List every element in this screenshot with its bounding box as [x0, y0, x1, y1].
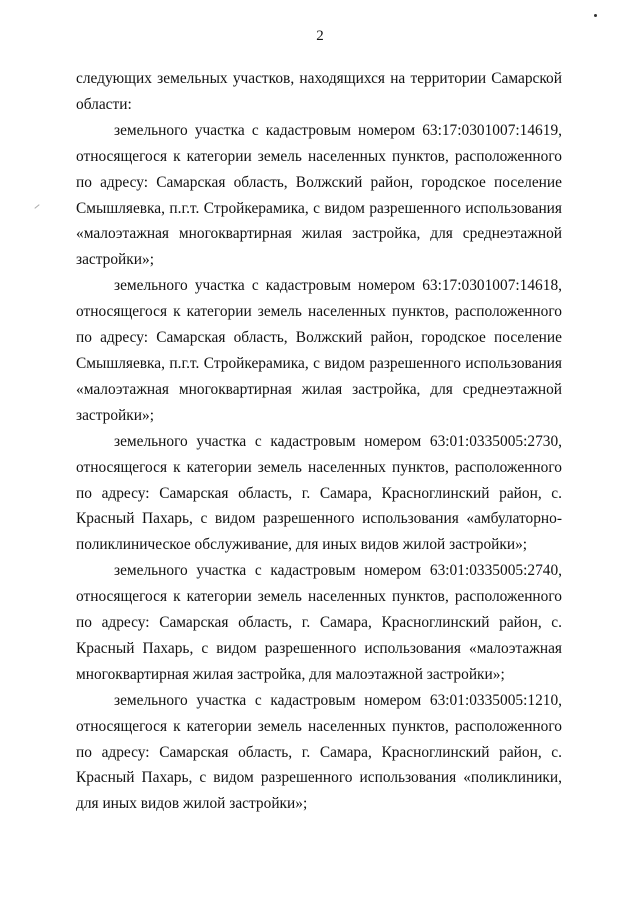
margin-mark [34, 204, 39, 209]
page-number: 2 [316, 28, 324, 44]
document-body [76, 66, 562, 817]
scan-speck [594, 14, 597, 17]
paragraph-plot-14618: земельного участка с кадастровым номером 63:17:0301007:14618, относящегося к категории земель населенных пунктов, расположенного по адресу: Самарская область, Волжский район, городское поселение Смышляевка, п.г.т. Стройкерамика, с видом разрешенного использования «малоэтажная многоквартирная жилая застройка, для среднеэтажной застройки»; [76, 277, 562, 424]
paragraph-plot-2740: земельного участка с кадастровым номером 63:01:0335005:2740, относящегося к категории земель населенных пунктов, расположенного по адресу: Самарская область, г. Самара, Красноглинский район, с. Красный Пахарь, с видом разрешенного использования «малоэтажная многоквартирная жилая застройка, для малоэтажной застройки»; [76, 562, 562, 683]
paragraph-plot-14619: земельного участка с кадастровым номером 63:17:0301007:14619, относящегося к категории земель населенных пунктов, расположенного по адресу: Самарская область, Волжский район, городское поселение Смышляевка, п.г.т. Стройкерамика, с видом разрешенного использования «малоэтажная многоквартирная жилая застройка, для среднеэтажной застройки»; [76, 121, 562, 269]
paragraph-intro: следующих земельных участков, находящихся на территории Самарской области: [76, 70, 562, 113]
paragraph-plot-2730: земельного участка с кадастровым номером 63:01:0335005:2730, относящегося к категории земель населенных пунктов, расположенного по адресу: Самарская область, г. Самара, Красноглинский район, с. Красный Пахарь, с видом разрешенного использования «амбулаторно-поликлиническое обслуживание, для иных видов жилой застройки»; [76, 432, 562, 554]
paragraph-plot-1210: земельного участка с кадастровым номером 63:01:0335005:1210, относящегося к категории земель населенных пунктов, расположенного по адресу: Самарская область, г. Самара, Красноглинский район, с. Красный Пахарь, с видом разрешенного использования «поликлиники, для иных видов жилой застройки»; [76, 691, 562, 813]
